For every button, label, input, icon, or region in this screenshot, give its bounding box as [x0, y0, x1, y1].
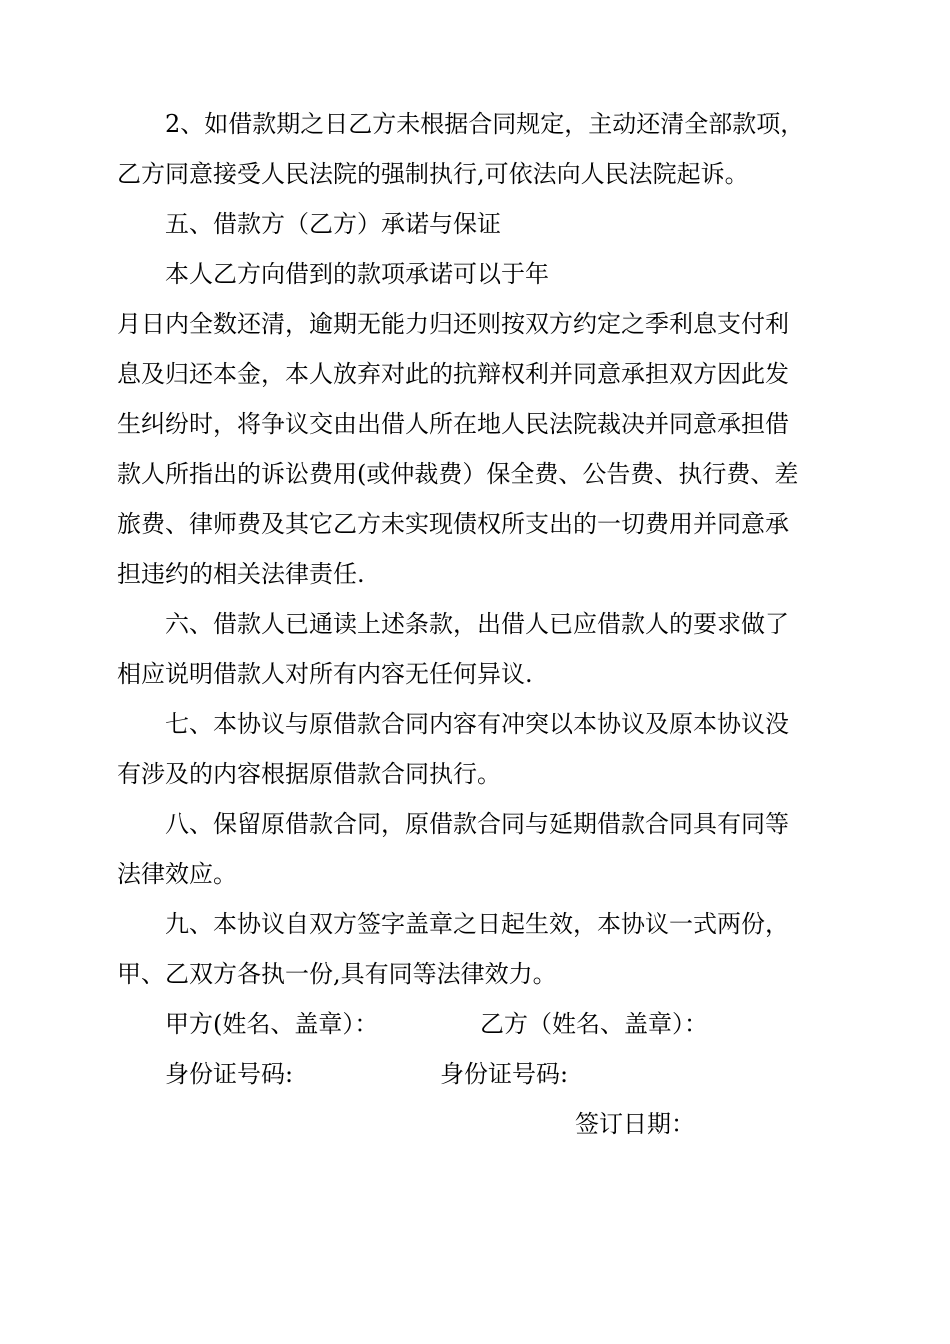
sign-date-label: 签订日期：	[575, 1110, 695, 1138]
section-8-line-2: 法律效应。	[117, 860, 237, 888]
section-7-line-1: 七、本协议与原借款合同内容有冲突以本协议及原本协议没	[165, 710, 789, 738]
party-b-signature-label: 乙方（姓名、盖章）：	[480, 1010, 708, 1038]
clause-2-line-2: 乙方同意接受人民法院的强制执行,可依法向人民法院起诉。	[117, 160, 749, 188]
section-9-line-1: 九、本协议自双方签字盖章之日起生效，本协议一式两份，	[165, 910, 789, 938]
section-5-line-2: 月日内全数还清，逾期无能力归还则按双方约定之季利息支付利	[117, 310, 789, 338]
section-5-line-3: 息及归还本金，本人放弃对此的抗辩权利并同意承担双方因此发	[117, 360, 789, 388]
party-b-id-label: 身份证号码:	[440, 1060, 569, 1088]
section-5-line-7: 担违约的相关法律责任.	[117, 560, 365, 588]
party-a-id-label: 身份证号码:	[165, 1060, 294, 1088]
section-6-line-2: 相应说明借款人对所有内容无任何异议.	[117, 660, 533, 688]
clause-2-line-1: 2、如借款期之日乙方未根据合同规定，主动还清全部款项，	[165, 110, 805, 138]
section-5-line-1: 本人乙方向借到的款项承诺可以于年	[165, 260, 549, 288]
section-5-line-6: 旅费、律师费及其它乙方未实现债权所支出的一切费用并同意承	[117, 510, 789, 538]
section-7-line-2: 有涉及的内容根据原借款合同执行。	[117, 760, 501, 788]
section-5-line-5: 款人所指出的诉讼费用(或仲裁费）保全费、公告费、执行费、差	[117, 460, 799, 488]
party-a-signature-label: 甲方(姓名、盖章）：	[165, 1010, 379, 1038]
section-6-line-1: 六、借款人已通读上述条款，出借人已应借款人的要求做了	[165, 610, 789, 638]
section-9-line-2: 甲、乙双方各执一份,具有同等法律效力。	[117, 960, 557, 988]
section-5-line-4: 生纠纷时，将争议交由出借人所在地人民法院裁决并同意承担借	[117, 410, 789, 438]
section-5-heading: 五、借款方（乙方）承诺与保证	[165, 210, 501, 238]
section-8-line-1: 八、保留原借款合同，原借款合同与延期借款合同具有同等	[165, 810, 789, 838]
